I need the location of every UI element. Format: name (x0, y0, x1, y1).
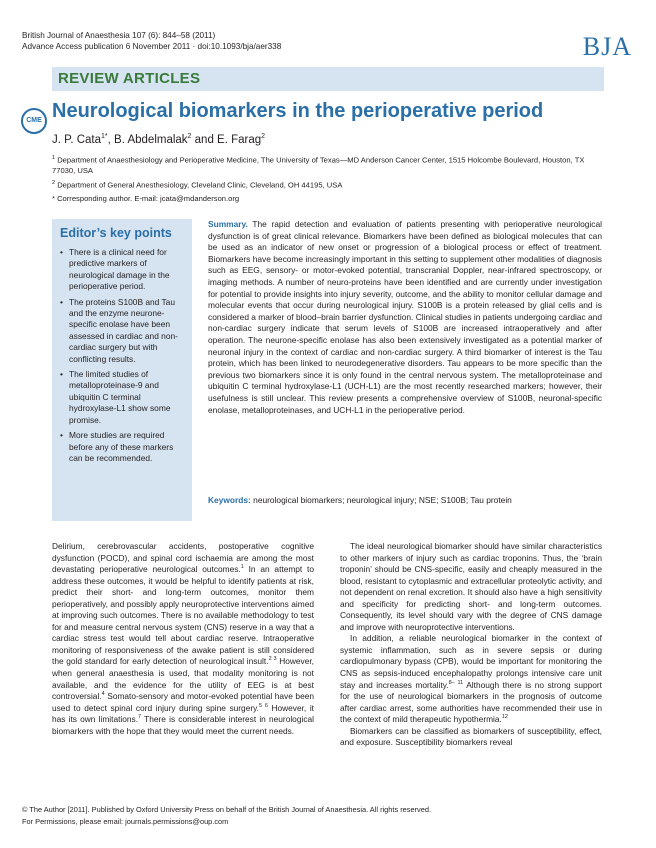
body-text: In addition, a reliable neurological biomarker in the context of systemic inflammation, such as in severe sepsis or during cardiopulmonary bypass (CPB), would be important for monitoring the CNS as sepsis-induced encephalopathy prolongs intensive care unit stay and increases mortality. (340, 633, 602, 690)
author-name: J. P. Cata (52, 133, 102, 146)
article-title: Neurological biomarkers in the perioperative period (52, 100, 544, 122)
body-column-right (340, 541, 602, 749)
citation: 12 (501, 714, 508, 721)
author-name: E. Farag (217, 133, 262, 146)
corresponding-author: * Corresponding author. E-mail: jcata@mdanderson.org (52, 194, 240, 203)
bja-logo: BJA (582, 32, 632, 61)
key-points-title: Editor’s key points (60, 226, 172, 240)
body-text: However, it has its own limitations. (52, 702, 314, 725)
author-list (52, 133, 265, 146)
key-point: • The proteins S100B and Tau and the enzyme neurone-specific enolase have been assessed in cardiac and non-cardiac surgery but with conflicting results. (60, 297, 188, 365)
summary-text: The rapid detection and evaluation of patients presenting with perioperative neurological dysfunction is of great clinical relevance. Biomarkers have been defined as biological molecules that can be used as an indicator of new onset or progression of a biological process or effect of treatment. Biomarkers have become increasingly important in this setting to supplement other modalities of diagnosis such as EEG, sensory- or motor-evoked potential, transcranial Doppler, near-infrared spectroscopy, or imaging methods. A number of neuro-proteins have been identified and are currently under investigation for potential to provide insights into injury severity, outcome, and the ability to monitor cellular damage and molecular events that occur during neurological injury. S100B is a protein released by glial cells and is considered a marker of blood–brain barrier dysfunction. Clinical studies in patients undergoing cardiac and non-cardiac surgery indicate that serum levels of S100B are increased intraoperatively and after operation. The neurone-specific enolase has also been extensively investigated as a potential marker of neuronal injury in the context of cardiac and non-cardiac surgery. A third biomarker of interest is the Tau protein, which has been linked to neurodegenerative disorders. Tau appears to be more specific than the previous two biomarkers since it is only found in the central nervous system. The metalloproteinase and ubiquitin C terminal hydroxylase-L1 (UCH-L1) are the most recently researched markers; however, their usefulness is still unclear. This review presents a comprehensive overview of S100B, neuronal-specific enolase, metalloproteinases, and UCH-L1 in the perioperative period. (208, 219, 602, 415)
citation: 7 (138, 714, 142, 721)
author-separator: , (107, 133, 115, 146)
affiliation-1 (52, 153, 602, 177)
copyright-notice: © The Author [2011]. Published by Oxford University Press on behalf of the British Journal of Anaesthesia. All rights reserved. (22, 805, 431, 814)
affiliation-2 (52, 178, 602, 191)
author-affil-mark: 2 (187, 133, 192, 140)
citation: 5 6 (258, 702, 268, 709)
abstract-summary (208, 219, 602, 416)
affil-number: 1 (52, 155, 56, 161)
citation: 8– 11 (448, 679, 464, 686)
key-point: • There is a clinical need for predictive markers of neurological damage in the perioperative period. (60, 247, 188, 293)
author-separator: and (191, 133, 218, 146)
body-text: There is considerable interest in neurological biomarkers with the hope that they would meet the current needs. (52, 714, 314, 736)
body-text: Although there is no strong support for the use of neurological biomarkers in the prognosis of outcome after cardiac arrest, some authorities have recommended their use in the context of mild therapeutic hypothermia. (340, 679, 603, 725)
affil-text: Department of Anaesthesiology and Perioperative Medicine, The University of Texas—MD Anderson Cancer Center, 1515 Holcombe Boulevard, Houston, TX 77030, USA (52, 155, 585, 176)
body-text: Delirium, cerebrovascular accidents, postoperative cognitive dysfunction (POCD), and spinal cord ischaemia are among the most devastating perioperative neurological outcomes. (52, 541, 314, 575)
key-point: • The limited studies of metalloproteinase-9 and ubiquitin C terminal hydroxylase-L1 show some promise. (60, 369, 188, 426)
doi-line: Advance Access publication 6 November 2011 · doi:10.1093/bja/aer338 (22, 42, 282, 51)
journal-citation: British Journal of Anaesthesia 107 (6): 844–58 (2011) (22, 31, 216, 40)
author-name: B. Abdelmalak (114, 133, 188, 146)
body-paragraph (340, 633, 602, 725)
citation: 2 3 (268, 656, 277, 663)
body-paragraph: The ideal neurological biomarker should have similar characteristics to other markers of injury such as cardiac troponins. Thus, the ‘brain troponin’ should be CNS-specific, easily and cheaply measured in the blood, resistant to cytoplasmic and extracellular proteolytic activity, and not dependent on renal excretion. It should also have a high sensitivity and specificity for predicting short- and long-term outcomes. Consequently, its level should vary with the degree of CNS damage and improve with neuroprotective interventions. (340, 541, 602, 632)
body-text: However, when general anaesthesia is used, that modality monitoring is not available, and the evidence for the utility of EEG is at best controversial. (52, 656, 315, 702)
summary-label: Summary. (208, 219, 248, 229)
cme-icon: CME (21, 108, 47, 134)
key-points-list (60, 247, 188, 468)
body-text: In an attempt to address these outcomes, it would be helpful to identify patients at risk, predict their short- and long-term outcomes, monitor them perioperatively, and possibly apply neuroprotective interventions aimed at improving such outcomes. There is no available methodology to test for and measure central nervous system (CNS) reserve in a way that a cardiac stress test would tell about cardiac reserve. Intraoperative monitoring of responsiveness of the awake patient is still considered the gold standard for early detection of neurological insult. (52, 564, 314, 667)
body-paragraph: Biomarkers can be classified as biomarkers of susceptibility, effect, and exposure. Susceptibility biomarkers reveal (340, 725, 602, 748)
key-point: • More studies are required before any of these markers can be recommended. (60, 430, 188, 464)
affil-text: Department of General Anesthesiology, Cleveland Clinic, Cleveland, OH 44195, USA (57, 180, 343, 190)
keywords-text: neurological biomarkers; neurological injury; NSE; S100B; Tau protein (250, 495, 512, 505)
body-column-left (52, 541, 314, 737)
body-text: Somato-sensory and motor-evoked potential have been used to detect spinal cord injury during spine surgery. (52, 691, 314, 713)
citation: 1 (240, 564, 244, 571)
citation: 4 (101, 691, 105, 698)
keywords-label: Keywords: (208, 495, 251, 505)
section-heading: REVIEW ARTICLES (58, 70, 201, 87)
author-affil-mark: 1* (101, 133, 108, 140)
keywords (208, 495, 602, 506)
body-paragraph (52, 541, 314, 737)
author-affil-mark: 2 (261, 133, 266, 140)
permissions-notice: For Permissions, please email: journals.permissions@oup.com (22, 817, 229, 826)
affil-number: 2 (52, 180, 56, 186)
